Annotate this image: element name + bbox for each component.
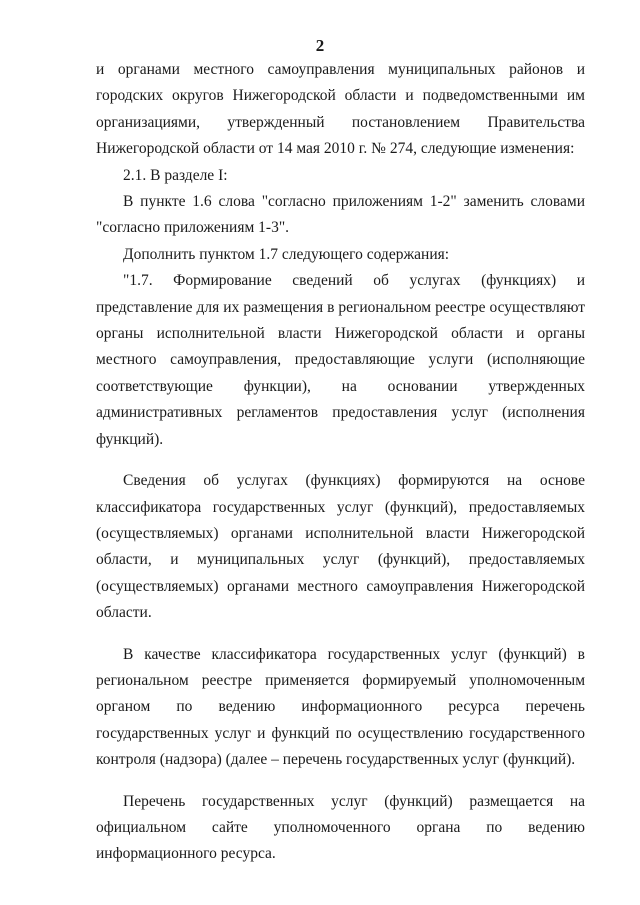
- paragraph-intro: и органами местного самоуправления муниципальных районов и городских округов Нижегородской области и подведомственными им организациями, утвержденный постановлением Правительства Нижегородской области от 14 мая 2010 г. № 274, следующие изменения:: [96, 61, 585, 158]
- page-number: 2: [315, 36, 325, 55]
- paragraph-item-1-6: В пункте 1.6 слова "согласно приложениям 1-2" заменить словами "согласно приложениям 1-3".: [96, 193, 585, 237]
- paragraph-add-1-7: Дополнить пунктом 1.7 следующего содержания:: [123, 245, 450, 263]
- paragraph-classifier: В качестве классификатора государственных услуг (функций) в региональном реестре применяется формируемый уполномоченным органом по ведению информационного ресурса перечень государственных услуг и функций по осуществлению государственного контроля (надзора) (далее – перечень государственных услуг (функций).: [96, 645, 585, 769]
- paragraph-publication: Перечень государственных услуг (функций) размещается на официальном сайте уполномоченного органа по ведению информационного ресурса.: [96, 792, 585, 863]
- paragraph-services-info: Сведения об услугах (функциях) формируются на основе классификатора государственных услуг (функций), предоставляемых (осуществляемых) органами исполнительной власти Нижегородской области, и муниципальных услуг (функций), предоставляемых (осуществляемых) органами местного самоуправления Нижегородской области.: [96, 472, 585, 622]
- document-body: [96, 57, 585, 868]
- paragraph-section-2-1: 2.1. В разделе I:: [123, 166, 228, 184]
- paragraph-1-7-text: "1.7. Формирование сведений об услугах (функциях) и представление для их размещения в региональном реестре осуществляют органы исполнительной власти Нижегородской области и органы местного самоуправления, предоставляющие услуги (исполняющие соответствующие функции), на основании утвержденных административных регламентов предоставления услуг (исполнения функций).: [96, 272, 585, 448]
